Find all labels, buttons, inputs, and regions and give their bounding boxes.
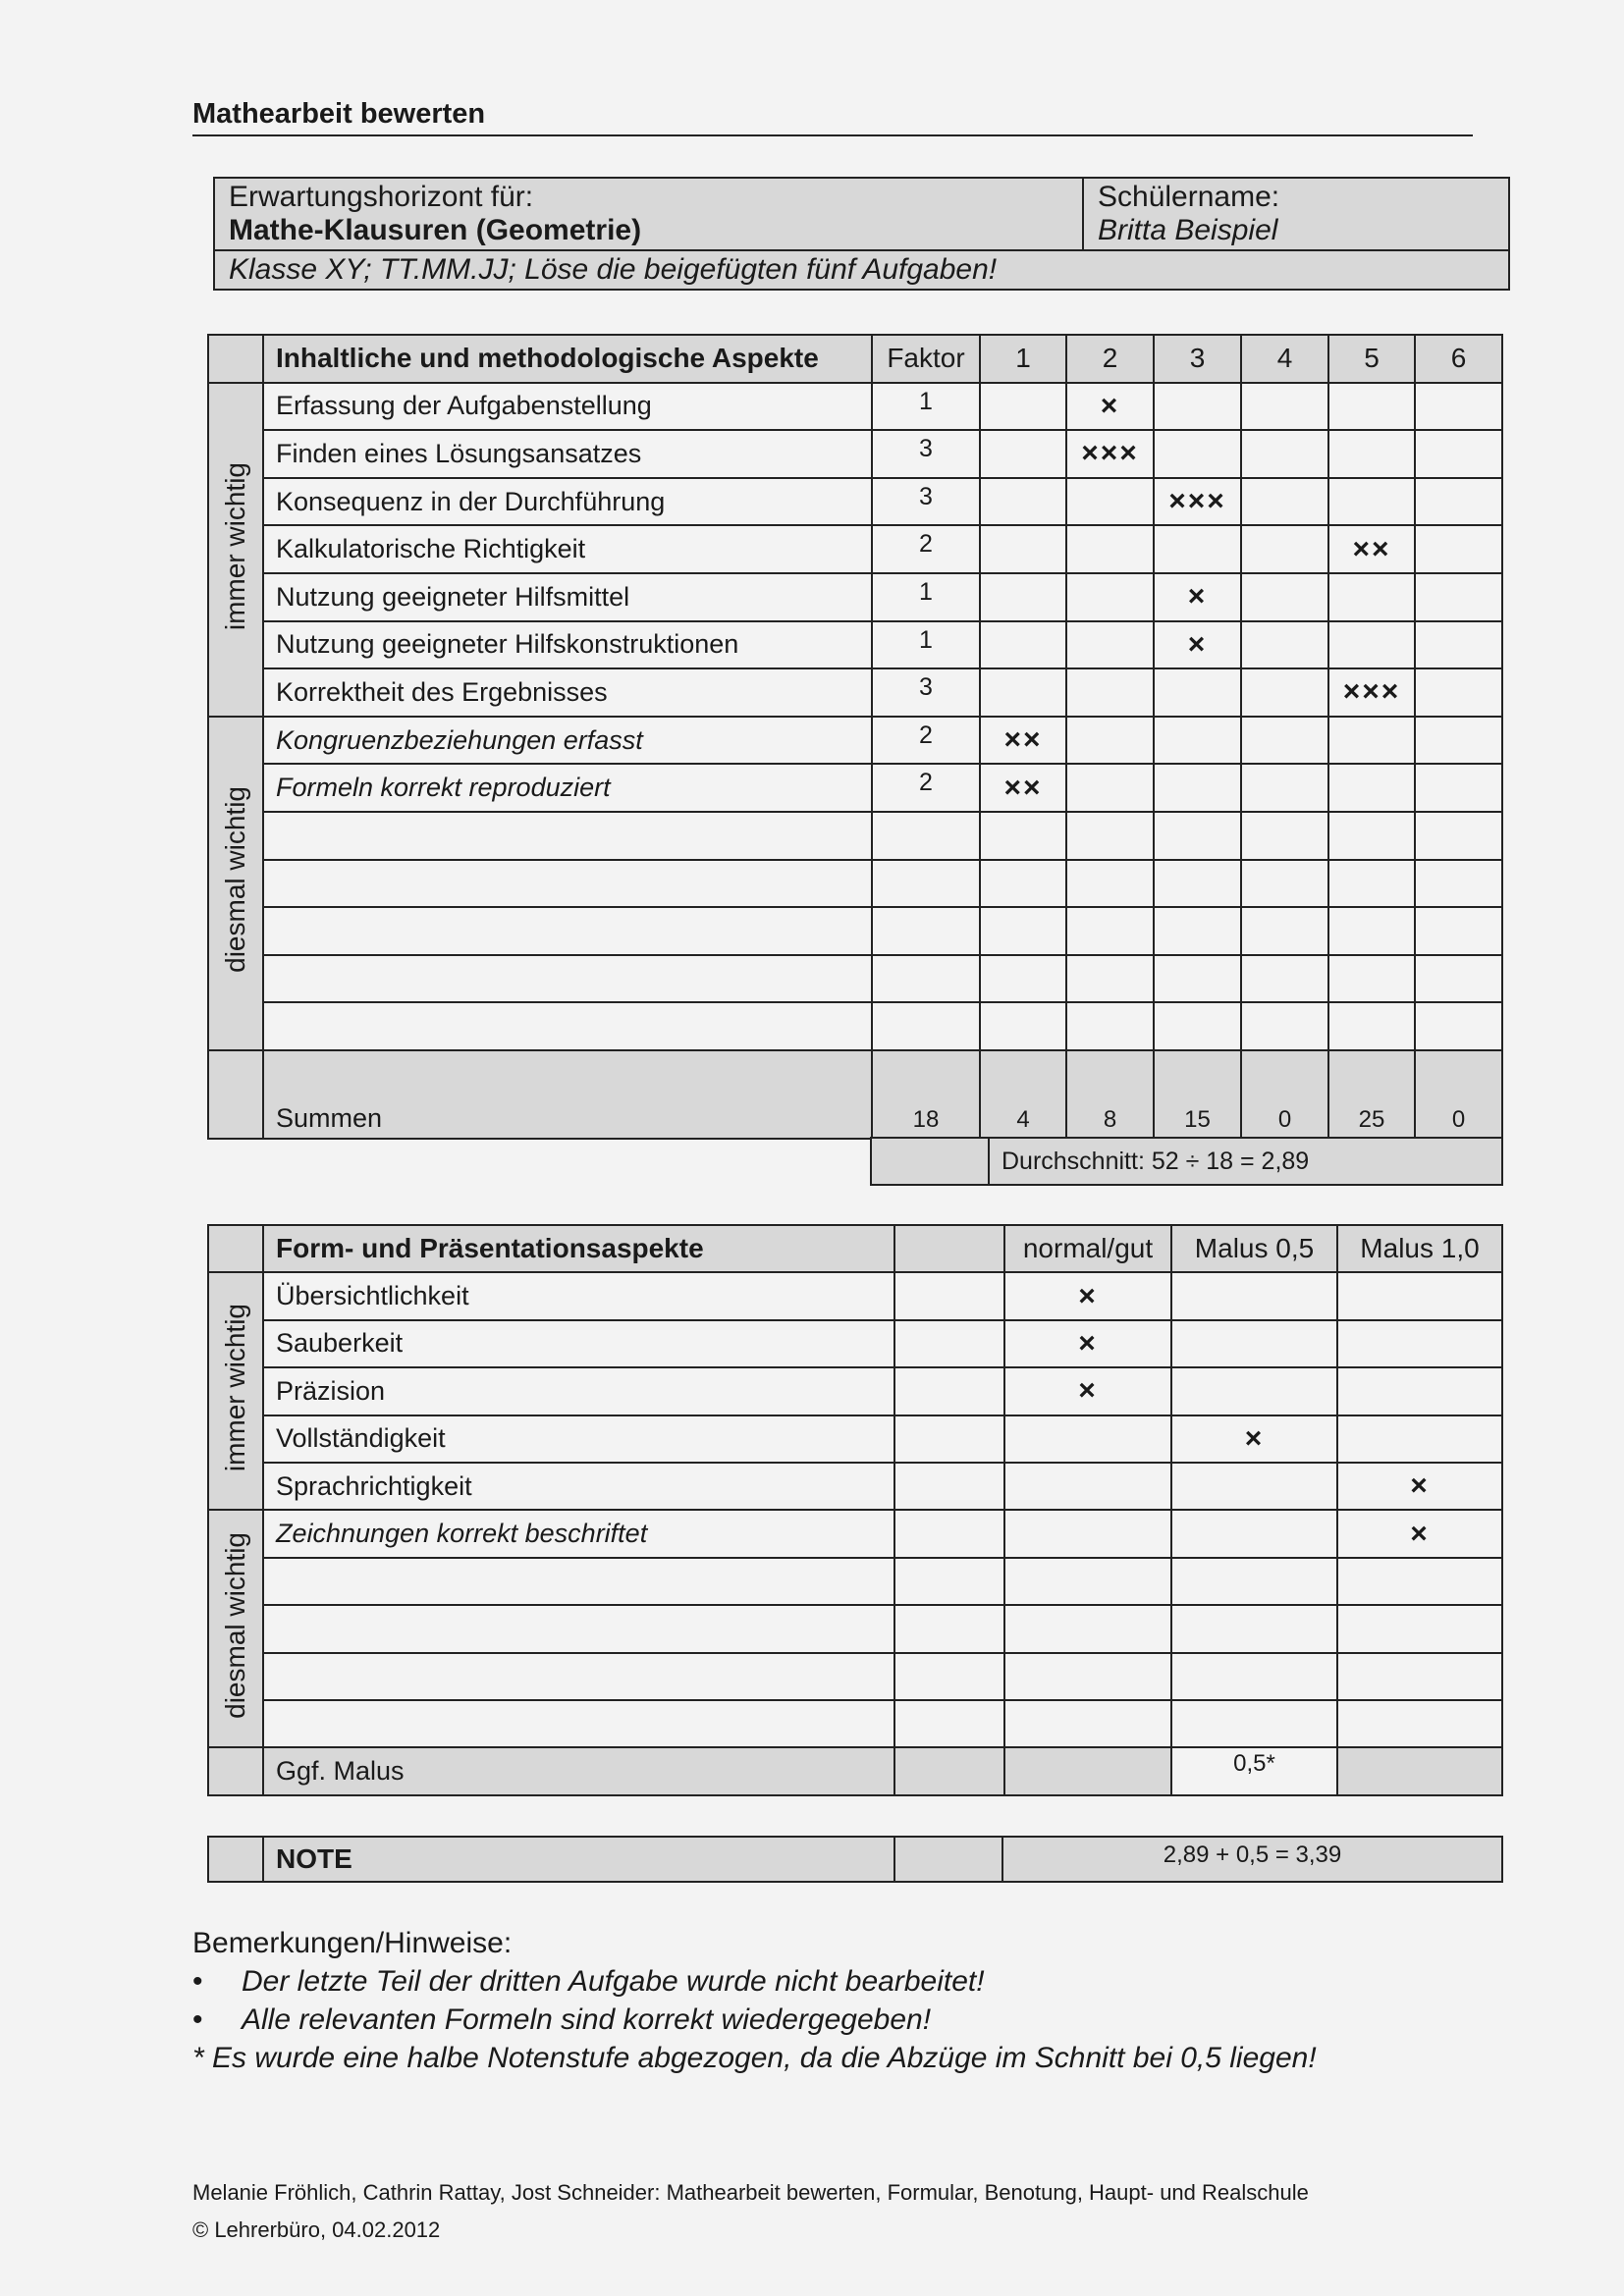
aspect-label: Kongruenzbeziehungen erfasst	[263, 717, 872, 765]
malus-spacer	[1004, 1747, 1171, 1794]
form-aspect-label: Zeichnungen korrekt beschriftet	[263, 1510, 894, 1557]
mark-cell: ×	[1337, 1463, 1502, 1510]
mark-cell	[1415, 573, 1502, 621]
group-label: immer wichtig	[220, 461, 250, 630]
mark-cell	[980, 430, 1066, 478]
mark-cell	[1004, 1463, 1171, 1510]
mark-cell: ×	[1004, 1272, 1171, 1319]
sum-corner	[208, 1050, 263, 1139]
mark-cell	[1171, 1653, 1337, 1700]
mark-cell	[980, 1002, 1066, 1050]
table-row	[208, 907, 1502, 955]
aspect-label: Konsequenz in der Durchführung	[263, 478, 872, 526]
mark-cell	[1337, 1653, 1502, 1700]
header-table	[213, 177, 1510, 291]
mark-cell	[1066, 764, 1154, 812]
mark-cell	[1154, 430, 1241, 478]
mark-cell	[1415, 668, 1502, 717]
mark-cell	[1241, 478, 1328, 526]
mark-cell	[1328, 478, 1415, 526]
header-info: Klasse XY; TT.MM.JJ; Löse die beigefügten fünf Aufgaben!	[214, 250, 1509, 290]
aspect-label: Erfassung der Aufgabenstellung	[263, 383, 872, 431]
mark-cell	[1328, 907, 1415, 955]
mark-cell	[1241, 955, 1328, 1003]
mark-cell	[1337, 1605, 1502, 1652]
aspect-label: Nutzung geeigneter Hilfsmittel	[263, 573, 872, 621]
malus-label: Ggf. Malus	[263, 1747, 894, 1794]
grade-table	[207, 1836, 1503, 1883]
task-column-heading: 2	[1066, 335, 1154, 383]
table-row	[208, 1700, 1502, 1747]
form-aspect-label: Übersichtlichkeit	[263, 1272, 894, 1319]
malus-spacer	[894, 1747, 1004, 1794]
table-row	[208, 764, 1502, 812]
table-row	[208, 1463, 1502, 1510]
mark-cell	[1171, 1700, 1337, 1747]
mark-cell: ××	[1328, 525, 1415, 573]
mark-cell	[1415, 430, 1502, 478]
mark-cell	[1004, 1510, 1171, 1557]
sum-value: 4	[980, 1050, 1066, 1139]
mark-cell: ×	[1337, 1510, 1502, 1557]
malus-row	[208, 1747, 1502, 1794]
mark-cell	[980, 812, 1066, 860]
sum-row	[208, 1050, 1502, 1139]
mark-cell	[980, 525, 1066, 573]
form-blank-cell	[894, 1272, 1004, 1319]
mark-cell	[1241, 383, 1328, 431]
mark-cell	[980, 907, 1066, 955]
task-column-heading: 3	[1154, 335, 1241, 383]
content-assessment-table	[207, 334, 1503, 1140]
content-heading: Inhaltliche und methodologische Aspekte	[263, 335, 872, 383]
mark-cell	[1328, 717, 1415, 765]
factor-cell	[872, 812, 980, 860]
mark-cell	[1241, 525, 1328, 573]
mark-cell	[1415, 1002, 1502, 1050]
table-row	[208, 525, 1502, 573]
group-label: diesmal wichtig	[220, 786, 250, 974]
mark-cell	[1066, 717, 1154, 765]
mark-cell	[1154, 812, 1241, 860]
remarks-footnote: * Es wurde eine halbe Notenstufe abgezogen, da die Abzüge im Schnitt bei 0,5 liegen!	[192, 2042, 1317, 2074]
mark-cell	[1241, 717, 1328, 765]
table-row	[208, 955, 1502, 1003]
mark-cell: ×××	[1328, 668, 1415, 717]
aspect-label: Korrektheit des Ergebnisses	[263, 668, 872, 717]
form-column-heading: Malus 0,5	[1171, 1225, 1337, 1272]
factor-cell: 3	[872, 668, 980, 717]
factor-cell	[872, 955, 980, 1003]
form-blank-cell	[894, 1415, 1004, 1463]
table-row	[208, 1605, 1502, 1652]
mark-cell	[980, 860, 1066, 908]
table-row	[208, 1367, 1502, 1415]
task-column-heading: 5	[1328, 335, 1415, 383]
header-right-cell	[1083, 178, 1509, 250]
footer-copyright: © Lehrerbüro, 04.02.2012	[192, 2217, 441, 2242]
mark-cell	[1415, 478, 1502, 526]
sum-label: Summen	[263, 1050, 872, 1139]
mark-cell	[1066, 621, 1154, 669]
mark-cell	[980, 621, 1066, 669]
table-row	[208, 1002, 1502, 1050]
form-blank-cell	[894, 1367, 1004, 1415]
mark-cell	[1415, 525, 1502, 573]
mark-cell	[1171, 1320, 1337, 1367]
grade-label: NOTE	[263, 1837, 894, 1882]
form-blank-cell	[894, 1558, 1004, 1605]
aspect-label: Formeln korrekt reproduziert	[263, 764, 872, 812]
mark-cell	[1328, 621, 1415, 669]
mark-cell	[1415, 621, 1502, 669]
factor-cell: 2	[872, 525, 980, 573]
sum-value: 25	[1328, 1050, 1415, 1139]
mark-cell	[1171, 1367, 1337, 1415]
mark-cell	[1154, 860, 1241, 908]
remark-item: • Der letzte Teil der dritten Aufgabe wurde nicht bearbeitet!	[192, 1962, 1317, 2001]
mark-cell	[1328, 764, 1415, 812]
mark-cell	[1415, 812, 1502, 860]
mark-cell	[1066, 907, 1154, 955]
factor-cell	[872, 860, 980, 908]
remark-item: • Alle relevanten Formeln sind korrekt wiedergegeben!	[192, 2001, 1317, 2039]
group-label-cell	[208, 1272, 263, 1510]
mark-cell	[1328, 955, 1415, 1003]
mark-cell	[1337, 1415, 1502, 1463]
mark-cell: ×××	[1154, 478, 1241, 526]
mark-cell	[1066, 668, 1154, 717]
table-row	[208, 1320, 1502, 1367]
mark-cell	[980, 478, 1066, 526]
mark-cell	[1004, 1415, 1171, 1463]
task-column-heading: 6	[1415, 335, 1502, 383]
mark-cell	[1241, 764, 1328, 812]
group-label: immer wichtig	[220, 1304, 250, 1472]
mark-cell	[1154, 717, 1241, 765]
mark-cell	[1415, 860, 1502, 908]
mark-cell: ×	[1004, 1320, 1171, 1367]
corner-cell	[208, 335, 263, 383]
mark-cell	[980, 668, 1066, 717]
factor-cell: 1	[872, 621, 980, 669]
factor-cell: 1	[872, 383, 980, 431]
mark-cell: ×	[1171, 1415, 1337, 1463]
mark-cell	[1415, 383, 1502, 431]
form-aspect-label: Vollständigkeit	[263, 1415, 894, 1463]
table-row	[208, 860, 1502, 908]
form-heading: Form- und Präsentationsaspekte	[263, 1225, 894, 1272]
factor-cell: 1	[872, 573, 980, 621]
aspect-label	[263, 1002, 872, 1050]
footer	[192, 2174, 1309, 2249]
mark-cell	[1066, 478, 1154, 526]
table-row	[208, 1510, 1502, 1557]
average-spacer	[871, 1138, 989, 1185]
mark-cell	[1415, 764, 1502, 812]
group-label-cell	[208, 383, 263, 717]
remarks-heading: Bemerkungen/Hinweise:	[192, 1927, 513, 1959]
factor-cell	[872, 1002, 980, 1050]
mark-cell	[1154, 383, 1241, 431]
mark-cell	[1066, 860, 1154, 908]
grade-value: 2,89 + 0,5 = 3,39	[1002, 1837, 1502, 1882]
malus-value: 0,5*	[1171, 1747, 1337, 1794]
mark-cell	[1241, 1002, 1328, 1050]
mark-cell	[1337, 1272, 1502, 1319]
aspect-label	[263, 812, 872, 860]
mark-cell	[1066, 1002, 1154, 1050]
table-row	[208, 621, 1502, 669]
aspect-label	[263, 955, 872, 1003]
mark-cell	[1337, 1558, 1502, 1605]
mark-cell	[1241, 430, 1328, 478]
mark-cell: ×××	[1066, 430, 1154, 478]
task-column-heading: 4	[1241, 335, 1328, 383]
mark-cell	[1004, 1605, 1171, 1652]
mark-cell	[1066, 573, 1154, 621]
sum-value: 0	[1415, 1050, 1502, 1139]
corner-cell	[208, 1225, 263, 1272]
mark-cell	[980, 383, 1066, 431]
mark-cell	[1337, 1700, 1502, 1747]
mark-cell	[1154, 955, 1241, 1003]
mark-cell	[1154, 1002, 1241, 1050]
table-row	[208, 430, 1502, 478]
table-row	[208, 573, 1502, 621]
group-label-cell	[208, 717, 263, 1050]
factor-cell: 2	[872, 717, 980, 765]
factor-cell: 2	[872, 764, 980, 812]
mark-cell	[1171, 1272, 1337, 1319]
form-aspect-label	[263, 1558, 894, 1605]
table-row	[208, 1272, 1502, 1319]
form-aspect-label	[263, 1605, 894, 1652]
page-title: Mathearbeit bewerten	[192, 98, 1473, 136]
form-blank-cell	[894, 1510, 1004, 1557]
footer-credits: Melanie Fröhlich, Cathrin Rattay, Jost Schneider: Mathearbeit bewerten, Formular, Benotung, Haupt- und Realschule	[192, 2180, 1309, 2205]
malus-spacer	[1337, 1747, 1502, 1794]
mark-cell	[1328, 1002, 1415, 1050]
mark-cell: ××	[980, 717, 1066, 765]
table-row	[208, 812, 1502, 860]
aspect-label: Finden eines Lösungsansatzes	[263, 430, 872, 478]
aspect-label	[263, 907, 872, 955]
form-blank-cell	[894, 1320, 1004, 1367]
form-column-heading: normal/gut	[1004, 1225, 1171, 1272]
mark-cell	[1328, 860, 1415, 908]
form-blank-cell	[894, 1700, 1004, 1747]
header-left-value: Mathe-Klausuren (Geometrie)	[229, 214, 642, 246]
factor-cell: 3	[872, 430, 980, 478]
form-aspect-label: Sprachrichtigkeit	[263, 1463, 894, 1510]
grade-corner	[208, 1837, 263, 1882]
mark-cell	[1066, 525, 1154, 573]
mark-cell: ×	[1066, 383, 1154, 431]
mark-cell	[1154, 907, 1241, 955]
mark-cell	[1004, 1653, 1171, 1700]
mark-cell	[1066, 812, 1154, 860]
mark-cell	[1241, 812, 1328, 860]
student-name-value: Britta Beispiel	[1098, 214, 1278, 246]
average-value: Durchschnitt: 52 ÷ 18 = 2,89	[989, 1138, 1502, 1185]
form-blank-cell	[894, 1605, 1004, 1652]
mark-cell: ×	[1154, 621, 1241, 669]
table-row	[208, 1653, 1502, 1700]
mark-cell	[1171, 1558, 1337, 1605]
factor-cell	[872, 907, 980, 955]
header-left-cell	[214, 178, 1083, 250]
table-row	[208, 478, 1502, 526]
mark-cell	[1171, 1605, 1337, 1652]
mark-cell	[1241, 573, 1328, 621]
mark-cell	[1415, 907, 1502, 955]
form-aspect-label	[263, 1700, 894, 1747]
aspect-label: Kalkulatorische Richtigkeit	[263, 525, 872, 573]
mark-cell	[980, 573, 1066, 621]
mark-cell	[1154, 525, 1241, 573]
malus-corner	[208, 1747, 263, 1794]
table-row	[208, 717, 1502, 765]
mark-cell	[1337, 1320, 1502, 1367]
group-label: diesmal wichtig	[220, 1531, 250, 1719]
mark-cell	[1415, 955, 1502, 1003]
sum-value: 0	[1241, 1050, 1328, 1139]
task-column-heading: 1	[980, 335, 1066, 383]
mark-cell: ×	[1154, 573, 1241, 621]
sum-value: 8	[1066, 1050, 1154, 1139]
form-blank-cell	[894, 1653, 1004, 1700]
form-aspect-label	[263, 1653, 894, 1700]
mark-cell: ×	[1004, 1367, 1171, 1415]
group-label-cell	[208, 1510, 263, 1747]
mark-cell	[1241, 907, 1328, 955]
table-row	[208, 1415, 1502, 1463]
mark-cell	[1241, 668, 1328, 717]
mark-cell	[1337, 1367, 1502, 1415]
table-row	[208, 1558, 1502, 1605]
form-assessment-table	[207, 1224, 1503, 1796]
form-column-heading: Malus 1,0	[1337, 1225, 1502, 1272]
table-row	[208, 668, 1502, 717]
mark-cell	[1241, 860, 1328, 908]
mark-cell	[1004, 1700, 1171, 1747]
mark-cell	[980, 955, 1066, 1003]
factor-heading: Faktor	[872, 335, 980, 383]
mark-cell	[1154, 764, 1241, 812]
mark-cell	[1328, 573, 1415, 621]
mark-cell	[1004, 1558, 1171, 1605]
mark-cell: ××	[980, 764, 1066, 812]
aspect-label: Nutzung geeigneter Hilfskonstruktionen	[263, 621, 872, 669]
header-left-label: Erwartungshorizont für:	[229, 181, 534, 213]
mark-cell	[1171, 1463, 1337, 1510]
mark-cell	[1415, 717, 1502, 765]
factor-cell: 3	[872, 478, 980, 526]
mark-cell	[1171, 1510, 1337, 1557]
sum-value: 18	[872, 1050, 980, 1139]
mark-cell	[1328, 430, 1415, 478]
student-name-label: Schülername:	[1098, 181, 1280, 213]
remarks-section	[192, 1924, 1317, 2077]
form-aspect-label: Präzision	[263, 1367, 894, 1415]
mark-cell	[1328, 812, 1415, 860]
table-row	[208, 383, 1502, 431]
form-blank-heading	[894, 1225, 1004, 1272]
form-blank-cell	[894, 1463, 1004, 1510]
mark-cell	[1328, 383, 1415, 431]
mark-cell	[1154, 668, 1241, 717]
mark-cell	[1241, 621, 1328, 669]
mark-cell	[1066, 955, 1154, 1003]
grade-spacer	[894, 1837, 1002, 1882]
sum-value: 15	[1154, 1050, 1241, 1139]
aspect-label	[263, 860, 872, 908]
average-table	[870, 1137, 1503, 1186]
form-aspect-label: Sauberkeit	[263, 1320, 894, 1367]
